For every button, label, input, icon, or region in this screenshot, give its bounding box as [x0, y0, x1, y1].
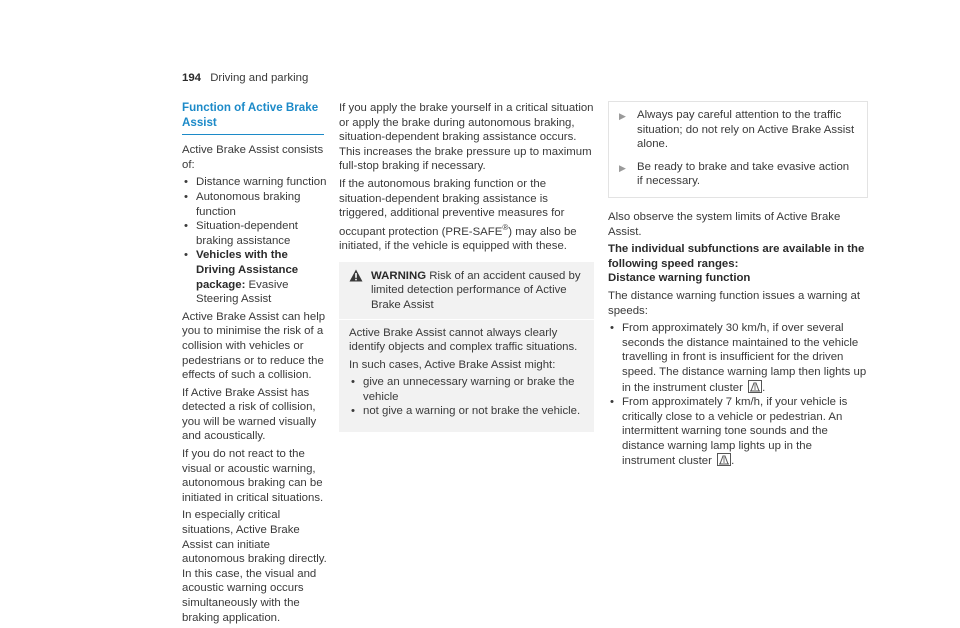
paragraph-part: If the autonomous braking function or the situation-dependent braking assistance is triggered, additional preventive measures for occupant protection (PRE-SAFE: [339, 177, 565, 238]
speed-list: [608, 321, 868, 469]
list-item-end: .: [731, 455, 735, 468]
action-text: Always pay careful attention to the traffic situation; do not rely on Active Brake Assist alone.: [637, 109, 855, 151]
list-item: • Autonomous braking function: [182, 190, 327, 219]
page-header: [182, 71, 308, 86]
section-name: Driving and parking: [210, 72, 309, 84]
subheading: The individual subfunctions are available in the following speed ranges:: [608, 243, 865, 270]
warning-label: WARNING: [371, 269, 427, 282]
list-item-rest: Evasive Steering Assist: [196, 278, 289, 306]
warning-paragraph: Active Brake Assist cannot always clearly identify objects and complex traffic situations.: [349, 326, 578, 354]
warning-box: [339, 262, 594, 432]
warning-triangle-icon: [349, 269, 365, 313]
paragraph: Active Brake Assist can help you to minimise the risk of a collision with vehicles or pedestrians or to reduce the effects of such a collision.: [182, 310, 326, 382]
paragraph: In especially critical situations, Active Brake Assist can initiate autonomous braking directly. In this case, the visual and acoustic warning occurs simultaneously with the braking application.: [182, 509, 327, 624]
warning-headline: Risk of an accident caused by limited detection performance of Active Brake Assist: [371, 269, 581, 311]
action-note-box: [608, 101, 868, 198]
list-item-bold: Vehicles with the Driving Assistance package:: [196, 249, 299, 291]
component-list: [182, 175, 327, 306]
list-item: • Situation-dependent braking assistance: [182, 219, 327, 248]
title-underline: [182, 134, 324, 135]
paragraph: [339, 177, 594, 254]
column-3: [608, 101, 868, 472]
paragraph: Also observe the system limits of Active Brake Assist.: [608, 210, 841, 238]
warning-list: [349, 375, 584, 419]
action-item: [619, 160, 857, 189]
action-item: [619, 108, 857, 152]
list-item: [608, 321, 868, 395]
list-item: • not give a warning or not brake the vehicle.: [349, 404, 584, 419]
warning-paragraph: In such cases, Active Brake Assist might:: [349, 358, 556, 371]
warning-header: [339, 262, 594, 320]
action-text: Be ready to brake and take evasive action if necessary.: [637, 160, 850, 188]
paragraph: The distance warning function issues a warning at speeds:: [608, 289, 861, 317]
distance-warning-lamp-icon: [717, 453, 731, 466]
warning-body: [339, 320, 594, 433]
column-1: [182, 101, 327, 628]
registered-mark: ®: [502, 222, 509, 232]
warning-text: [371, 269, 584, 313]
arrow-right-icon: ▶: [619, 162, 626, 173]
list-item-text: From approximately 7 km/h, if your vehicle is critically close to a vehicle or pedestrian. An intermittent warning tone sounds and the distance warning lamp lights up in the instrument cluster: [622, 396, 848, 468]
paragraph: If you do not react to the visual or acoustic warning, autonomous braking can be initiated in critical situations.: [182, 448, 324, 504]
paragraph: If Active Brake Assist has detected a risk of collision, you will be warned visually and acoustically.: [182, 386, 317, 443]
page-number: 194: [182, 72, 202, 84]
paragraph-part: ) may also be initiated, if the vehicle is equipped with these.: [339, 225, 577, 253]
list-item: [182, 248, 327, 306]
section-title: Function of Active Brake Assist: [182, 101, 319, 129]
list-item: [608, 395, 868, 469]
subheading: Distance warning function: [608, 272, 751, 285]
paragraph: If you apply the brake yourself in a critical situation or apply the brake during autonomous braking, situation-dependent braking assistance occurs. This increases the brake pressure up to maximum full-stop braking if necessary.: [339, 102, 594, 173]
distance-warning-lamp-icon: [748, 380, 762, 393]
intro-text: Active Brake Assist consists of:: [182, 144, 324, 171]
list-item: • give an unnecessary warning or brake the vehicle: [349, 375, 584, 404]
column-2: [339, 101, 594, 432]
list-item: • Distance warning function: [182, 175, 327, 190]
list-item-end: .: [762, 381, 766, 394]
arrow-right-icon: ▶: [619, 111, 626, 121]
list-item-text: From approximately 30 km/h, if over several seconds the distance maintained to the vehicle travelling in front is insufficient for the driven speed. The distance warning lamp then lights up in the instrument cluster: [622, 322, 867, 394]
